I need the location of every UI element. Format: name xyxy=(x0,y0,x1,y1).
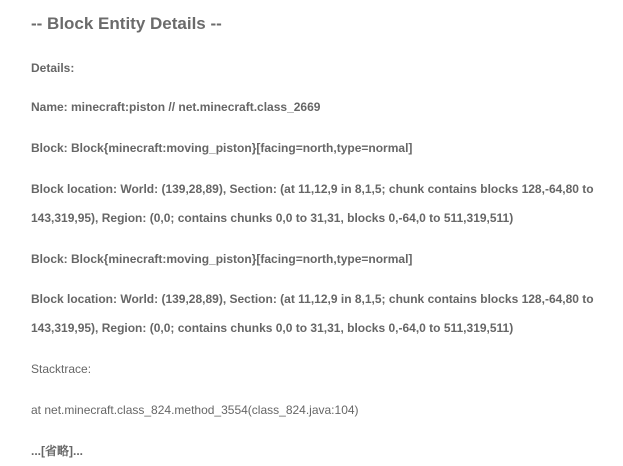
details-label: Details: xyxy=(31,61,75,75)
omitted-marker: ...[省略]... xyxy=(31,444,83,458)
block-location-line: Block location: World: (139,28,89), Section: (at 11,12,9 in 8,1,5; chunk contains blocks 128,-64,80 to xyxy=(31,182,594,196)
name-line: Name: minecraft:piston // net.minecraft.class_2669 xyxy=(31,100,321,114)
block-location-line: Block location: World: (139,28,89), Section: (at 11,12,9 in 8,1,5; chunk contains blocks 128,-64,80 to xyxy=(31,292,594,306)
block-line: Block: Block{minecraft:moving_piston}[facing=north,type=normal] xyxy=(31,141,413,155)
stacktrace-label: Stacktrace: xyxy=(31,362,92,376)
block-line: Block: Block{minecraft:moving_piston}[facing=north,type=normal] xyxy=(31,252,413,266)
stacktrace-line: at net.minecraft.class_824.method_3554(class_824.java:104) xyxy=(31,403,359,417)
block-location-line-continued: 143,319,95), Region: (0,0; contains chunks 0,0 to 31,31, blocks 0,-64,0 to 511,319,511) xyxy=(31,211,514,225)
block-location-line-continued: 143,319,95), Region: (0,0; contains chunks 0,0 to 31,31, blocks 0,-64,0 to 511,319,511) xyxy=(31,321,514,335)
section-heading: -- Block Entity Details -- xyxy=(31,14,222,33)
